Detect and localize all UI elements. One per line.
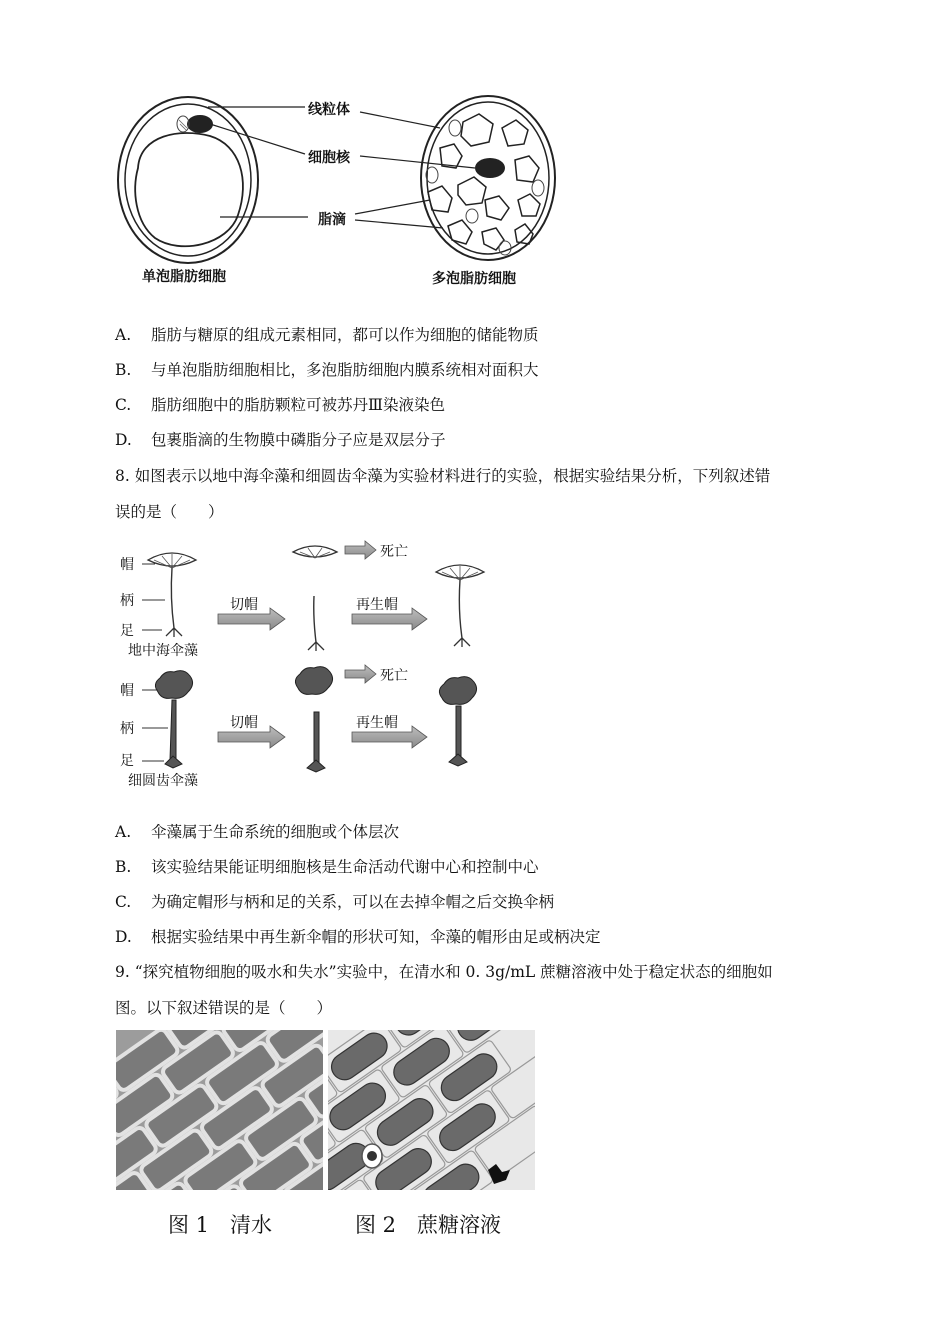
r2-cut-label: 切帽	[230, 715, 258, 731]
r1-death-label: 死亡	[380, 544, 408, 560]
r1-stalk-label: 柄	[120, 593, 134, 609]
adipocyte-figure	[110, 90, 570, 300]
figure-2-caption: 图 2 蔗糖溶液	[355, 1213, 502, 1237]
q7-option-a: A. 脂肪与糖原的组成元素相同，都可以作为细胞的储能物质	[115, 326, 539, 344]
r1-cut-label: 切帽	[230, 597, 258, 613]
q8-stem-line2: 误的是（ ）	[115, 503, 224, 521]
r1-regen-label: 再生帽	[356, 597, 398, 613]
single-cell-droplet	[135, 133, 243, 246]
q8-option-c: C. 为确定帽形与柄和足的关系，可以在去掉伞帽之后交换伞柄	[115, 893, 555, 911]
q8-option-b: B. 该实验结果能证明细胞核是生命活动代谢中心和控制中心	[115, 858, 539, 876]
micrograph-sucrose	[328, 1030, 535, 1190]
caption-multi-adipocyte: 多泡脂肪细胞	[432, 271, 516, 287]
figure-1-caption: 图 1 清水	[168, 1213, 273, 1237]
r2-death-label: 死亡	[380, 668, 408, 684]
acetabularia-figure	[110, 538, 510, 794]
label-nucleus: 细胞核	[308, 150, 350, 166]
r2-regen-label: 再生帽	[356, 715, 398, 731]
q8-option-d: D. 根据实验结果中再生新伞帽的形状可知，伞藻的帽形由足或柄决定	[115, 928, 601, 946]
r2-cap-label: 帽	[120, 683, 134, 699]
q7-option-b: B. 与单泡脂肪细胞相比，多泡脂肪细胞内膜系统相对面积大	[115, 361, 539, 379]
caption-single-adipocyte: 单泡脂肪细胞	[142, 269, 226, 285]
q8-option-a: A. 伞藻属于生命系统的细胞或个体层次	[115, 823, 400, 841]
q7-option-d: D. 包裹脂滴的生物膜中磷脂分子应是双层分子	[115, 431, 446, 449]
q9-stem-line2: 图。以下叙述错误的是（ ）	[115, 999, 333, 1017]
r1-cap-label: 帽	[120, 557, 134, 573]
r1-species-name: 地中海伞藻	[128, 643, 198, 659]
micrograph-water	[116, 1030, 323, 1190]
r2-stalk-label: 柄	[120, 721, 134, 737]
q7-option-c: C. 脂肪细胞中的脂肪颗粒可被苏丹Ⅲ染液染色	[115, 396, 445, 414]
label-mitochondria: 线粒体	[308, 102, 350, 118]
q9-stem-line1: 9. “探究植物细胞的吸水和失水”实验中，在清水和 0. 3g/mL 蔗糖溶液中处于稳定状态的细胞如	[115, 963, 773, 981]
acetabularia-diagram	[110, 538, 510, 794]
label-lipid-droplet: 脂滴	[318, 212, 346, 228]
single-cell-nucleus	[187, 115, 213, 133]
r2-foot-label: 足	[120, 753, 134, 769]
q8-stem-line1: 8. 如图表示以地中海伞藻和细圆齿伞藻为实验材料进行的实验，根据实验结果分析，下列叙述错	[115, 467, 771, 485]
multi-cell-nucleus	[475, 158, 505, 178]
r1-foot-label: 足	[120, 623, 134, 639]
r2-species-name: 细圆齿伞藻	[128, 773, 198, 789]
